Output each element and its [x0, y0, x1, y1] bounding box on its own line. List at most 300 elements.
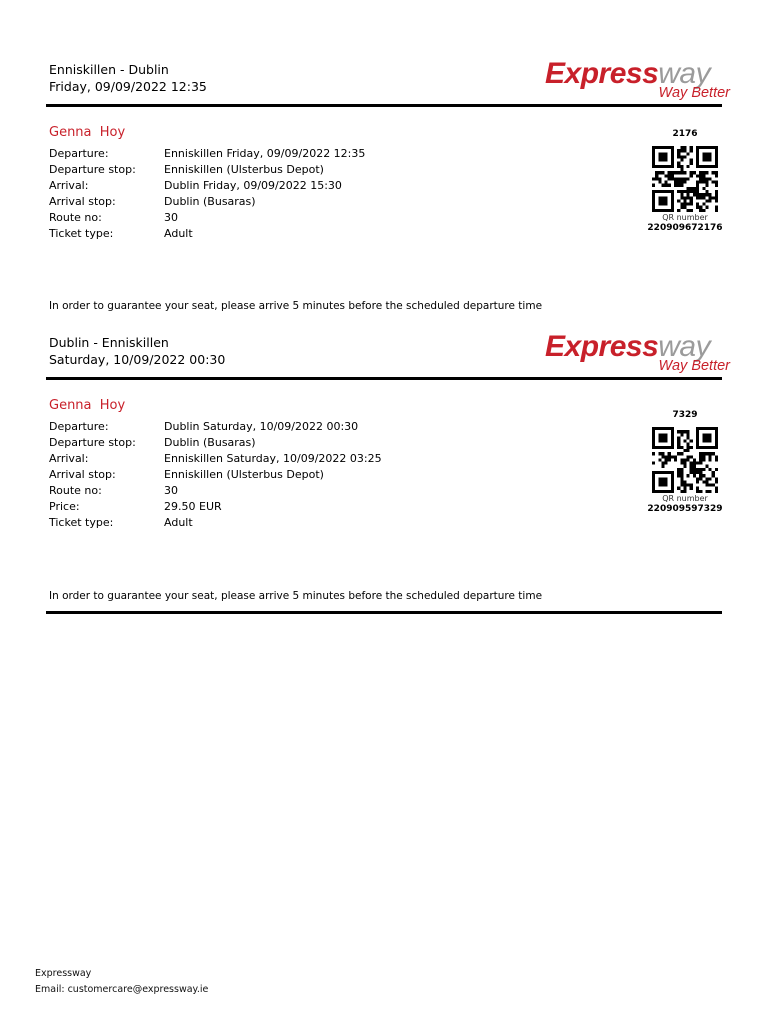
- qr-module: [680, 168, 683, 171]
- qr-module: [652, 487, 655, 490]
- qr-module: [671, 155, 674, 158]
- qr-module: [709, 455, 712, 458]
- qr-module: [687, 458, 690, 461]
- qr-module: [665, 184, 668, 187]
- qr-module: [693, 462, 696, 465]
- qr-module: [665, 471, 668, 474]
- qr-module: [683, 440, 686, 443]
- qr-module: [652, 440, 655, 443]
- qr-module: [652, 446, 655, 449]
- qr-module: [680, 477, 683, 480]
- qr-module: [658, 480, 661, 483]
- qr-module: [693, 471, 696, 474]
- qr-module: [680, 159, 683, 162]
- qr-module: [661, 455, 664, 458]
- qr-module: [658, 155, 661, 158]
- qr-module: [702, 187, 705, 190]
- qr-module: [658, 458, 661, 461]
- qr-module: [671, 171, 674, 174]
- expressway-logo: [545, 58, 740, 106]
- qr-module: [709, 193, 712, 196]
- detail-row: [49, 419, 382, 435]
- qr-module: [702, 165, 705, 168]
- qr-module: [665, 446, 668, 449]
- passenger-name: Genna Hoy: [49, 398, 126, 413]
- qr-module: [696, 446, 699, 449]
- qr-module: [705, 199, 708, 202]
- qr-module: [680, 480, 683, 483]
- qr-module: [699, 146, 702, 149]
- qr-module: [652, 165, 655, 168]
- qr-module: [683, 430, 686, 433]
- qr-module: [715, 487, 718, 490]
- qr-module: [661, 171, 664, 174]
- qr-module: [668, 455, 671, 458]
- qr-module: [696, 174, 699, 177]
- qr-module: [709, 477, 712, 480]
- qr-module: [683, 490, 686, 493]
- logo-wordmark-red: Express: [545, 57, 659, 90]
- qr-module: [658, 477, 661, 480]
- qr-module: [690, 159, 693, 162]
- detail-row: [49, 499, 382, 515]
- detail-value: Dublin Saturday, 10/09/2022 00:30: [164, 420, 359, 433]
- qr-module: [680, 196, 683, 199]
- qr-module: [715, 181, 718, 184]
- qr-module: [699, 177, 702, 180]
- qr-module: [687, 443, 690, 446]
- qr-module: [683, 190, 686, 193]
- qr-module: [671, 193, 674, 196]
- qr-module: [665, 436, 668, 439]
- qr-module: [709, 440, 712, 443]
- qr-module: [671, 190, 674, 193]
- qr-module: [683, 181, 686, 184]
- qr-module: [696, 190, 699, 193]
- route-datetime: Friday, 09/09/2022 12:35: [49, 79, 207, 94]
- qr-module: [680, 462, 683, 465]
- qr-module: [702, 193, 705, 196]
- qr-module: [674, 184, 677, 187]
- qr-module: [677, 430, 680, 433]
- qr-module: [674, 181, 677, 184]
- qr-module: [705, 177, 708, 180]
- qr-module: [696, 155, 699, 158]
- qr-module: [690, 199, 693, 202]
- qr-module: [671, 490, 674, 493]
- qr-module: [655, 471, 658, 474]
- detail-row: [49, 451, 382, 467]
- qr-module: [690, 446, 693, 449]
- qr-module: [680, 171, 683, 174]
- qr-module: [680, 146, 683, 149]
- qr-module: [655, 171, 658, 174]
- qr-module: [658, 203, 661, 206]
- qr-module: [699, 458, 702, 461]
- qr-module: [715, 174, 718, 177]
- qr-module: [668, 184, 671, 187]
- qr-module: [715, 455, 718, 458]
- detail-row: [49, 146, 365, 162]
- qr-module: [696, 436, 699, 439]
- qr-module: [661, 427, 664, 430]
- detail-label: Arrival:: [49, 179, 89, 192]
- qr-module: [687, 433, 690, 436]
- qr-module: [665, 427, 668, 430]
- qr-module: [658, 490, 661, 493]
- qr-module: [674, 171, 677, 174]
- qr-module: [652, 436, 655, 439]
- qr-module: [705, 440, 708, 443]
- qr-module: [705, 480, 708, 483]
- qr-module: [690, 440, 693, 443]
- qr-module: [671, 206, 674, 209]
- qr-module: [658, 196, 661, 199]
- qr-module: [693, 468, 696, 471]
- qr-module: [715, 193, 718, 196]
- qr-module: [696, 430, 699, 433]
- qr-module: [677, 209, 680, 212]
- qr-module: [715, 206, 718, 209]
- qr-module: [699, 490, 702, 493]
- qr-module: [671, 433, 674, 436]
- qr-module: [652, 159, 655, 162]
- qr-module: [680, 184, 683, 187]
- detail-label: Arrival:: [49, 452, 89, 465]
- qr-module: [696, 187, 699, 190]
- qr-module: [687, 196, 690, 199]
- qr-module: [665, 477, 668, 480]
- qr-module: [702, 146, 705, 149]
- qr-module: [715, 427, 718, 430]
- qr-module: [696, 159, 699, 162]
- detail-label: Route no:: [49, 211, 102, 224]
- qr-module: [658, 199, 661, 202]
- qr-module: [693, 193, 696, 196]
- detail-label: Arrival stop:: [49, 195, 116, 208]
- qr-module: [683, 196, 686, 199]
- qr-module: [658, 433, 661, 436]
- qr-module: [683, 155, 686, 158]
- qr-module: [665, 159, 668, 162]
- qr-module: [687, 187, 690, 190]
- qr-module: [690, 174, 693, 177]
- qr-module: [680, 490, 683, 493]
- header-divider: [46, 377, 722, 380]
- qr-module: [668, 209, 671, 212]
- qr-module: [699, 468, 702, 471]
- qr-module: [699, 474, 702, 477]
- qr-module: [652, 203, 655, 206]
- detail-row: [49, 467, 382, 483]
- qr-module: [652, 443, 655, 446]
- qr-module: [655, 490, 658, 493]
- qr-module: [671, 430, 674, 433]
- qr-module: [661, 490, 664, 493]
- qr-module: [671, 471, 674, 474]
- qr-module: [668, 458, 671, 461]
- footer-company: Expressway: [35, 968, 92, 979]
- qr-module: [690, 487, 693, 490]
- qr-module: [715, 146, 718, 149]
- qr-module: [687, 449, 690, 452]
- qr-module: [702, 446, 705, 449]
- qr-module: [709, 446, 712, 449]
- qr-module: [680, 468, 683, 471]
- qr-module: [687, 430, 690, 433]
- qr-module: [683, 146, 686, 149]
- qr-module: [687, 455, 690, 458]
- qr-module: [680, 193, 683, 196]
- qr-module: [671, 203, 674, 206]
- passenger-name: Genna Hoy: [49, 125, 126, 140]
- qr-module: [683, 199, 686, 202]
- route-header: [49, 61, 207, 95]
- qr-module: [668, 171, 671, 174]
- qr-module: [652, 480, 655, 483]
- qr-module: [702, 458, 705, 461]
- qr-module: [690, 471, 693, 474]
- qr-module: [702, 209, 705, 212]
- qr-module: [661, 471, 664, 474]
- detail-value: 30: [164, 484, 178, 497]
- qr-module: [665, 490, 668, 493]
- qr-module: [696, 152, 699, 155]
- qr-module: [661, 199, 664, 202]
- qr-module: [677, 474, 680, 477]
- qr-module: [687, 203, 690, 206]
- qr-module: [705, 433, 708, 436]
- qr-module: [668, 471, 671, 474]
- qr-module: [661, 159, 664, 162]
- qr-module: [687, 484, 690, 487]
- qr-module: [677, 171, 680, 174]
- qr-module: [668, 490, 671, 493]
- qr-module: [709, 468, 712, 471]
- qr-module: [658, 452, 661, 455]
- route-header: [49, 334, 225, 368]
- qr-module: [690, 455, 693, 458]
- page-footer: [35, 966, 208, 998]
- qr-module: [696, 146, 699, 149]
- qr-module: [652, 196, 655, 199]
- qr-module: [702, 203, 705, 206]
- qr-module: [705, 452, 708, 455]
- qr-module: [709, 427, 712, 430]
- qr-module: [671, 436, 674, 439]
- qr-module: [652, 484, 655, 487]
- detail-row: [49, 194, 365, 210]
- qr-module: [702, 433, 705, 436]
- qr-module: [668, 452, 671, 455]
- qr-module: [668, 174, 671, 177]
- qr-module: [674, 455, 677, 458]
- qr-module: [702, 181, 705, 184]
- qr-module: [705, 206, 708, 209]
- qr-module: [702, 474, 705, 477]
- qr-code-icon: [652, 427, 718, 493]
- qr-module: [702, 427, 705, 430]
- footer-divider: [46, 611, 722, 614]
- qr-module: [705, 193, 708, 196]
- qr-module: [715, 155, 718, 158]
- qr-module: [677, 190, 680, 193]
- qr-module: [712, 427, 715, 430]
- qr-module: [680, 484, 683, 487]
- qr-module: [687, 436, 690, 439]
- qr-module: [671, 209, 674, 212]
- qr-module: [705, 181, 708, 184]
- qr-module: [677, 446, 680, 449]
- qr-module: [680, 203, 683, 206]
- qr-module: [683, 177, 686, 180]
- qr-module: [652, 477, 655, 480]
- qr-module: [677, 152, 680, 155]
- qr-module: [709, 484, 712, 487]
- qr-module: [687, 474, 690, 477]
- qr-module: [671, 474, 674, 477]
- detail-value: Dublin (Busaras): [164, 195, 256, 208]
- qr-module: [680, 206, 683, 209]
- qr-module: [665, 433, 668, 436]
- qr-module: [665, 155, 668, 158]
- qr-module: [699, 471, 702, 474]
- qr-module: [677, 181, 680, 184]
- qr-module: [715, 149, 718, 152]
- detail-row: [49, 178, 365, 194]
- qr-module: [652, 452, 655, 455]
- qr-module: [690, 149, 693, 152]
- qr-module: [693, 458, 696, 461]
- qr-module: [705, 427, 708, 430]
- qr-module: [699, 196, 702, 199]
- qr-module: [655, 174, 658, 177]
- qr-module: [709, 458, 712, 461]
- qr-module: [680, 474, 683, 477]
- qr-module: [693, 465, 696, 468]
- qr-module: [661, 446, 664, 449]
- qr-module: [709, 159, 712, 162]
- qr-module: [652, 427, 655, 430]
- qr-module: [677, 440, 680, 443]
- qr-module: [652, 433, 655, 436]
- qr-module: [671, 487, 674, 490]
- qr-module: [671, 443, 674, 446]
- qr-module: [712, 181, 715, 184]
- qr-module: [709, 433, 712, 436]
- detail-value: Enniskillen (Ulsterbus Depot): [164, 468, 324, 481]
- detail-row: [49, 210, 365, 226]
- qr-module: [702, 177, 705, 180]
- qr-module: [671, 446, 674, 449]
- qr-module: [699, 209, 702, 212]
- qr-module: [690, 203, 693, 206]
- qr-module: [687, 209, 690, 212]
- qr-module: [668, 165, 671, 168]
- qr-module: [702, 468, 705, 471]
- qr-module: [652, 184, 655, 187]
- qr-module: [665, 196, 668, 199]
- qr-module: [699, 171, 702, 174]
- qr-module: [652, 177, 655, 180]
- detail-row: [49, 483, 382, 499]
- qr-module: [693, 474, 696, 477]
- qr-module: [693, 171, 696, 174]
- qr-module: [705, 446, 708, 449]
- qr-short-code: 7329: [672, 410, 698, 420]
- qr-module: [702, 171, 705, 174]
- detail-row: [49, 162, 365, 178]
- qr-module: [652, 155, 655, 158]
- qr-module: [677, 452, 680, 455]
- qr-module: [696, 196, 699, 199]
- qr-module: [658, 177, 661, 180]
- logo-tagline: Way Better: [658, 85, 730, 101]
- qr-module: [665, 174, 668, 177]
- qr-module: [677, 184, 680, 187]
- qr-module: [690, 468, 693, 471]
- qr-module: [661, 462, 664, 465]
- qr-module: [661, 465, 664, 468]
- qr-module: [658, 165, 661, 168]
- qr-module: [712, 484, 715, 487]
- qr-module: [696, 427, 699, 430]
- qr-module: [680, 149, 683, 152]
- qr-module: [696, 193, 699, 196]
- qr-module: [665, 146, 668, 149]
- qr-module: [690, 187, 693, 190]
- qr-module: [712, 474, 715, 477]
- qr-module: [658, 181, 661, 184]
- qr-module: [683, 458, 686, 461]
- qr-module: [690, 196, 693, 199]
- qr-module: [702, 452, 705, 455]
- detail-value: 29.50 EUR: [164, 500, 222, 513]
- qr-module: [715, 490, 718, 493]
- qr-module: [705, 484, 708, 487]
- qr-module: [709, 196, 712, 199]
- qr-module: [687, 165, 690, 168]
- qr-module: [702, 436, 705, 439]
- qr-module: [658, 159, 661, 162]
- qr-module: [652, 152, 655, 155]
- qr-module: [652, 146, 655, 149]
- qr-module: [655, 209, 658, 212]
- qr-short-code: 2176: [672, 129, 698, 139]
- qr-module: [696, 181, 699, 184]
- qr-module: [665, 484, 668, 487]
- qr-module: [652, 462, 655, 465]
- qr-module: [655, 427, 658, 430]
- qr-module: [690, 209, 693, 212]
- qr-module: [709, 146, 712, 149]
- qr-module: [693, 187, 696, 190]
- qr-module: [715, 199, 718, 202]
- qr-block: [645, 410, 725, 515]
- qr-module: [683, 203, 686, 206]
- qr-module: [715, 196, 718, 199]
- expressway-logo: [545, 331, 740, 379]
- qr-module: [671, 159, 674, 162]
- qr-module: [715, 171, 718, 174]
- qr-module: [661, 480, 664, 483]
- qr-module: [687, 193, 690, 196]
- detail-row: [49, 435, 382, 451]
- qr-module: [687, 446, 690, 449]
- qr-module: [696, 206, 699, 209]
- qr-module: [715, 184, 718, 187]
- qr-module: [661, 436, 664, 439]
